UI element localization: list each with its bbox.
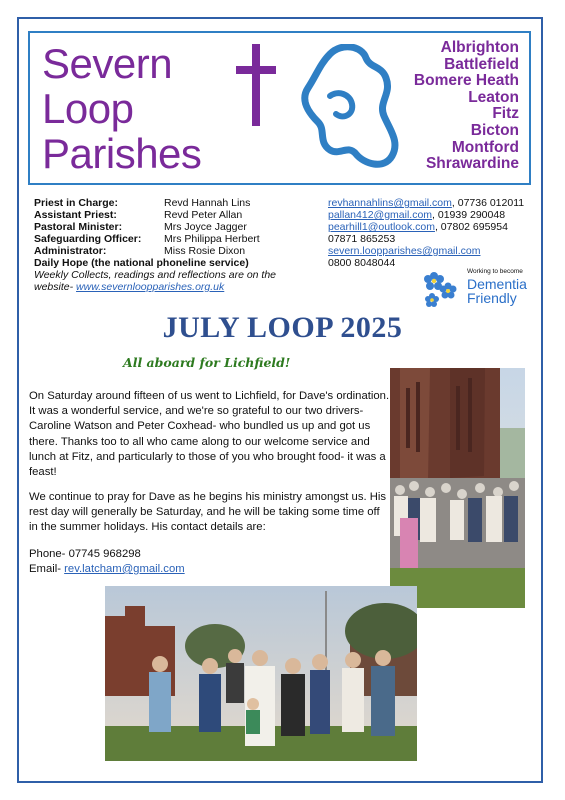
parish-name: Shrawardine: [425, 155, 519, 173]
email-line: Email- rev.latcham@gmail.com: [29, 563, 185, 575]
email-link[interactable]: rev.latcham@gmail.com: [64, 563, 185, 575]
contact-details: pearhill1@outlook.com, 07802 695954: [328, 221, 508, 233]
contact-label: Priest in Charge:: [34, 197, 119, 209]
title-line-3: Parishes: [42, 130, 202, 177]
article-subheading: All aboard for Lichfield!: [123, 355, 291, 370]
contact-name: Mrs Joyce Jagger: [164, 221, 247, 233]
parish-name: Fitz: [492, 105, 519, 123]
river-loop-map-icon: [300, 44, 404, 174]
contact-details: [328, 245, 480, 257]
newsletter-title: JULY LOOP 2025: [162, 311, 403, 344]
dementia-line-1: Dementia: [467, 276, 527, 292]
cross-icon: [233, 44, 279, 126]
daily-hope-label: Daily Hope (the national phoneline service): [34, 257, 249, 269]
article-paragraph: On Saturday around fifteen of us went to Lichfield, for Dave's ordination. It was a wonderful service, and we're so grateful to our two drivers- Caroline Watson and Peter Coxhead- who bundled us up and got us there. Thanks too to all who came along to our welcome service and lunch at Fitz, and particularly to those of you who brought food- it was a feast!: [29, 390, 390, 479]
parish-name: Bomere Heath: [413, 72, 519, 90]
title-line-1: Severn: [42, 40, 173, 87]
contact-name: Mrs Philippa Herbert: [164, 233, 260, 245]
email-link[interactable]: severn.loopparishes@gmail.com: [328, 245, 481, 257]
cathedral-crowd-photo: [390, 368, 525, 608]
parish-name: Bicton: [470, 121, 519, 139]
website-line: website- www.severnloopparishes.org.uk: [34, 281, 225, 293]
contact-name: Miss Rosie Dixon: [164, 245, 246, 257]
group-photo: [105, 586, 417, 761]
parish-name: Albrighton: [440, 39, 519, 56]
collects-note: Weekly Collects, readings and reflections are on the: [34, 269, 277, 281]
dementia-line-2: Friendly: [467, 290, 517, 306]
dementia-small-text: Working to become: [467, 268, 523, 275]
daily-hope-phone: 0800 8048044: [328, 257, 396, 269]
website-link[interactable]: www.severnloopparishes.org.uk: [76, 281, 225, 293]
parish-list: [414, 40, 519, 173]
forget-me-not-icon: [420, 266, 464, 310]
contact-name: Revd Peter Allan: [164, 209, 243, 221]
contact-details: revhannahlins@gmail.com, 07736 012011: [328, 197, 525, 209]
contact-label: Safeguarding Officer:: [34, 233, 142, 245]
article-paragraph: We continue to pray for Dave as he begins his ministry amongst us. His rest day will generally be Saturday, and he will be taking some time off in the summer holidays. His contact details are:: [29, 491, 387, 534]
email-link[interactable]: pearhill1@outlook.com: [328, 221, 435, 233]
title-line-2: Loop: [42, 85, 134, 132]
contact-label: Pastoral Minister:: [34, 221, 123, 233]
contact-label: Administrator:: [34, 245, 107, 257]
contact-label: Assistant Priest:: [34, 209, 117, 221]
email-link[interactable]: pallan412@gmail.com: [328, 209, 433, 221]
parish-name: Battlefield: [444, 55, 519, 73]
phone-line: Phone- 07745 968298: [29, 548, 141, 560]
contact-phone: 07871 865253: [328, 233, 396, 245]
contact-name: Revd Hannah Lins: [164, 197, 251, 209]
contact-details: pallan412@gmail.com, 01939 290048: [328, 209, 506, 221]
parish-name: Montford: [451, 138, 519, 156]
email-link[interactable]: revhannahlins@gmail.com: [328, 197, 452, 209]
parish-name: Leaton: [468, 88, 519, 106]
